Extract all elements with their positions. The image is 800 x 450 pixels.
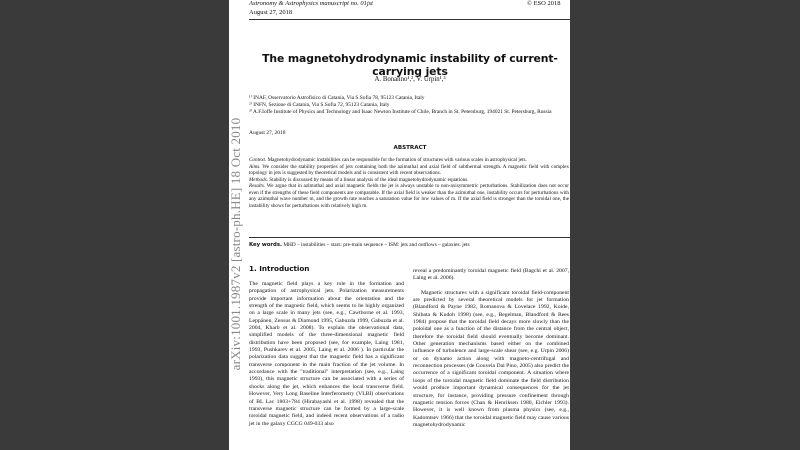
section-heading: 1. Introduction — [249, 264, 310, 273]
column-left — [249, 281, 404, 428]
paragraph: reveal a predominantly toroidal magnetic field (Bagchi et al. 2007, Laing et al. 2006). — [413, 268, 569, 282]
abstract-heading: ABSTRACT — [393, 145, 427, 151]
received-date: August 27, 2018 — [249, 130, 286, 136]
keywords-text: MHD – instabilities – stars: pre-main sequence – ISM: jets and outflows – galaxies: jets — [282, 242, 470, 248]
authors: A. Bonanno¹,², V. Urpin¹,³ — [374, 76, 446, 83]
header-rule — [249, 19, 571, 20]
keywords — [249, 242, 569, 248]
abstract-body — [249, 157, 569, 209]
column-right — [413, 268, 569, 429]
results-text: We argue that in azimuthal and axial magnetic fields the jet is always unstable to non-axisymmetric perturbations. Stabilization does not occur even if the strengths of these field components are comparable. If the axial field is weaker than the azimuthal one, instability occurs for perturbations with any azimuthal wave number m, and the growth rate reaches a saturation value for low values of m. If the axial field is stronger than the toroidal one, the instability shows for perturbations with relatively high m. — [249, 183, 569, 209]
keywords-label: Key words. — [249, 242, 283, 248]
abstract-aims — [249, 164, 569, 177]
running-header — [249, 0, 373, 17]
paper-title: The magnetohydrodynamic instability of current-carrying jets — [262, 52, 558, 78]
results-label: Results. — [249, 183, 266, 190]
aims-text: We consider the stability properties of jets containing both the azimuthal and axial field of subthermal strength. A magnetic field with complex topology in jets is suggested by theoretical models and is consistent with recent observations. — [249, 163, 569, 177]
affiliation-2: ²⁾ INFN, Sezione di Catania, Via S.Sofia 72, 95123 Catania, Italy — [249, 101, 390, 108]
journal-line: Astronomy & Astrophysics manuscript no. 01jst — [249, 0, 373, 7]
affiliation-1: ¹⁾ INAF, Osservatorio Astrofisico di Catania, Via S.Sofia 78, 95123 Catania, Italy — [249, 95, 425, 101]
header-date: August 27, 2018 — [249, 8, 293, 16]
aims-label: Aims. — [249, 163, 261, 170]
abstract-rule — [249, 237, 571, 238]
paragraph: The magnetic field plays a key role in the formation and propagation of astrophysical jets. Polarization measurements provide important information about the orientation and the strength of the magnetic field, which seems to be highly organized on a large scale in many jets (see, e.g., Cawthorne et al. 1993, Leppänen, Zensus & Diamond 1995, Gabuzda 1999, Gabuzda et al. 2004, Kharb et al. 2008). To explain the observational data, simplified models of the three-dimensional magnetic field distribution have been proposed (see, for example, Laing 1981, 1993, Pushkarev et al. 2005, Laing et al. 2006 ). In particular the polarization data suggest that the magnetic field has a significant transverse component in the main fraction of the jet volume. In accordance with the "traditional" interpretation (see, e.g., Laing 1993), this magnetic structure can be associated with a series of shocks along the jet, which enhances the local transverse field. However, Very Long Baseline Interferometry (VLBI) observations of BL Lac 1803+784 (Hirabayashi et al. 1998) revealed that the transverse magnetic structure can be formed by a large-scale toroidal magnetic field, and indeed recent observations of a radio jet in the galaxy CGCG 049-033 also — [249, 281, 404, 427]
abstract-results — [249, 183, 569, 209]
paragraph: Magnetic structures with a significant toroidal field-component are predicted by several theoretical models for jet formation (Blandford & Payne 1982, Romanova & Lovelace 1992, Koide, Shibata & Kudoh 1998) (see, e.g., Begelman, Blandford & Rees 1984) propose that the toroidal field decays more slowly than the poloidal one as a function of the distance from the central object, therefore the toroidal field should eventually become dominant. Other generation mechanisms based either on the combined influence of turbulence and large-scale shear (see, e.g. Urpin 2006) or on dynamo action along with magneto-centrifugal and reconnection processes (de Gouveia Dal Pino, 2005) also predict the occurrence of a significant toroidal component. A situation where loops of the toroidal magnetic field dominate the field distribution would produce important dynamical consequences for the jet structure, for instance, providing pressure confinement through magnetic tension forces (Chan & Henriksen 1980, Eichler 1993). However, it is well known from plasma physics (see, e.g., Kadomtsev 1966) that the toroidal magnetic field may cause various magnetohydrodynamic — [413, 289, 569, 428]
context-text: Magnetohydrodynamic instabilities can be responsible for the formation of structures with various scales in astrophysical jets. — [266, 157, 527, 163]
arxiv-stamp — [224, 64, 248, 424]
affiliations — [249, 95, 569, 115]
arxiv-id: arXiv:1001.1987v2 [astro-ph.HE] 18 Oct 2010 — [228, 117, 243, 371]
methods-label: Methods. — [249, 176, 268, 183]
copyright: © ESO 2018 — [527, 0, 561, 7]
context-label: Context. — [249, 157, 267, 163]
methods-text: Stability is discussed by means of a linear analysis of the ideal magnetohydrodynamic equations. — [268, 176, 469, 183]
affiliation-3: ³⁾ A.F.Ioffe Institute of Physics and Technology and Isaac Newton Institute of Chile, Branch in St. Petersburg, 194021 St. Petersburg, Russia — [249, 108, 552, 115]
